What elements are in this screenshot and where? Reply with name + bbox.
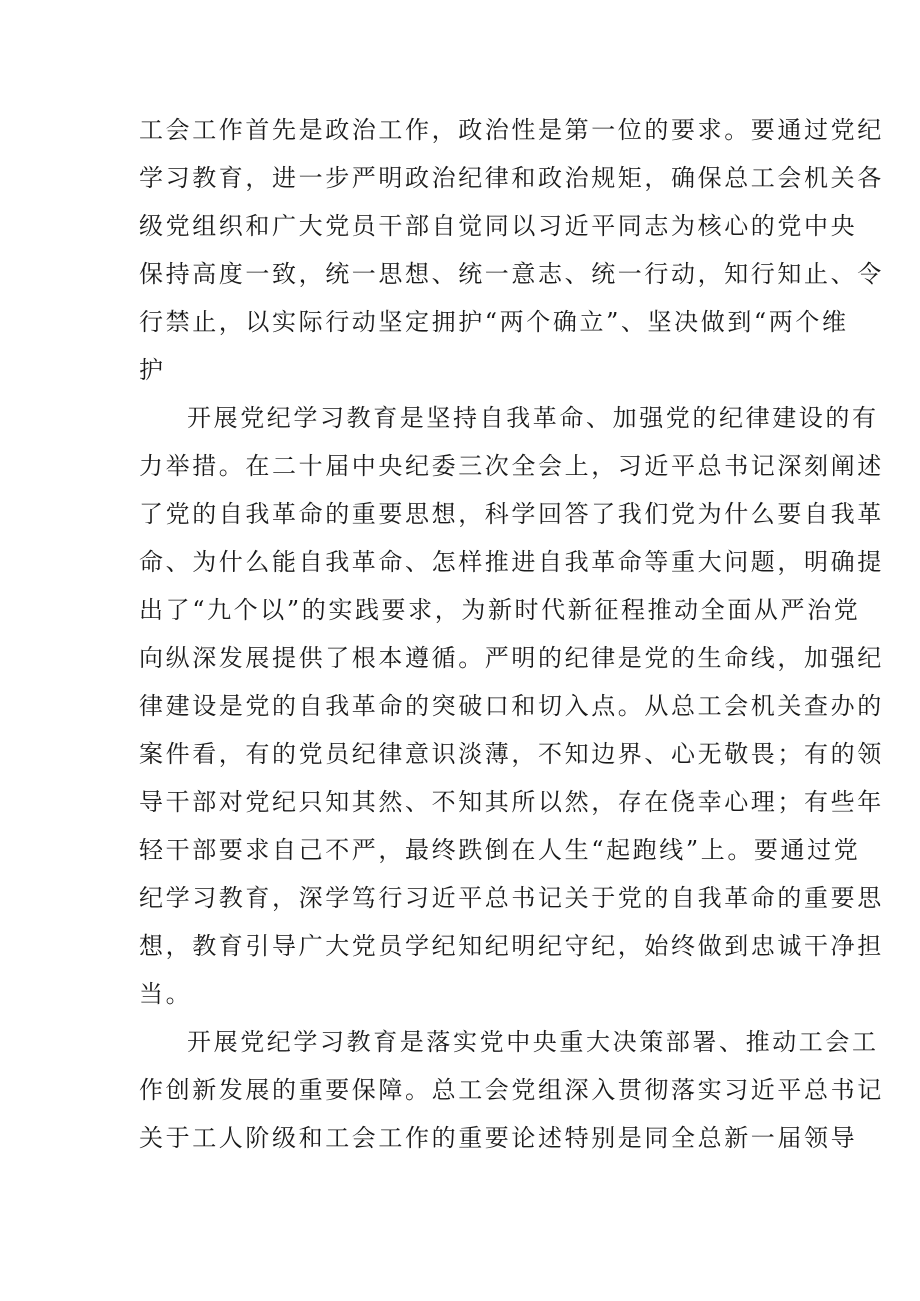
text-line: 命、为什么能自我革命、怎样推进自我革命等重大问题，明确提 [139, 548, 884, 576]
text-line: 行禁止，以实际行动坚定拥护“两个确立”、坚决做到“两个维 [139, 308, 849, 336]
text-line: 护 [139, 356, 166, 384]
paragraph-political-work [139, 106, 884, 394]
text-line: 保持高度一致，统一思想、统一意志、统一行动，知行知止、令 [139, 260, 884, 288]
text-line: 向纵深发展提供了根本遵循。严明的纪律是党的生命线，加强纪 [139, 644, 884, 672]
text-line: 学习教育，进一步严明政治纪律和政治规矩，确保总工会机关各 [139, 164, 884, 192]
text-line: 律建设是党的自我革命的突破口和切入点。从总工会机关查办的 [139, 692, 884, 720]
paragraph-decision-deployment [139, 1018, 884, 1162]
paragraph-self-revolution [139, 394, 884, 1018]
text-line: 纪学习教育，深学笃行习近平总书记关于党的自我革命的重要思 [139, 884, 884, 912]
text-line: 轻干部要求自己不严，最终跌倒在人生“起跑线”上。要通过党 [139, 836, 861, 864]
text-line: 工会工作首先是政治工作，政治性是第一位的要求。要通过党纪 [139, 116, 884, 144]
text-line: 当。 [139, 980, 193, 1008]
text-line: 关于工人阶级和工会工作的重要论述特别是同全总新一届领导 [139, 1124, 858, 1152]
text-line: 案件看，有的党员纪律意识淡薄，不知边界、心无敬畏；有的领 [139, 740, 884, 768]
text-line: 导干部对党纪只知其然、不知其所以然，存在侥幸心理；有些年 [139, 788, 884, 816]
text-line: 想，教育引导广大党员学纪知纪明纪守纪，始终做到忠诚干净担 [139, 932, 884, 960]
text-line: 出了“九个以”的实践要求，为新时代新征程推动全面从严治党 [139, 596, 861, 624]
text-line: 作创新发展的重要保障。总工会党组深入贯彻落实习近平总书记 [139, 1076, 884, 1104]
text-line: 级党组织和广大党员干部自觉同以习近平同志为核心的党中央 [139, 212, 858, 240]
text-line: 了党的自我革命的重要思想，科学回答了我们党为什么要自我革 [139, 500, 884, 528]
text-line: 开展党纪学习教育是落实党中央重大决策部署、推动工会工 [187, 1028, 879, 1056]
text-line: 力举措。在二十届中央纪委三次全会上，习近平总书记深刻阐述 [139, 452, 884, 480]
text-line: 开展党纪学习教育是坚持自我革命、加强党的纪律建设的有 [187, 404, 879, 432]
